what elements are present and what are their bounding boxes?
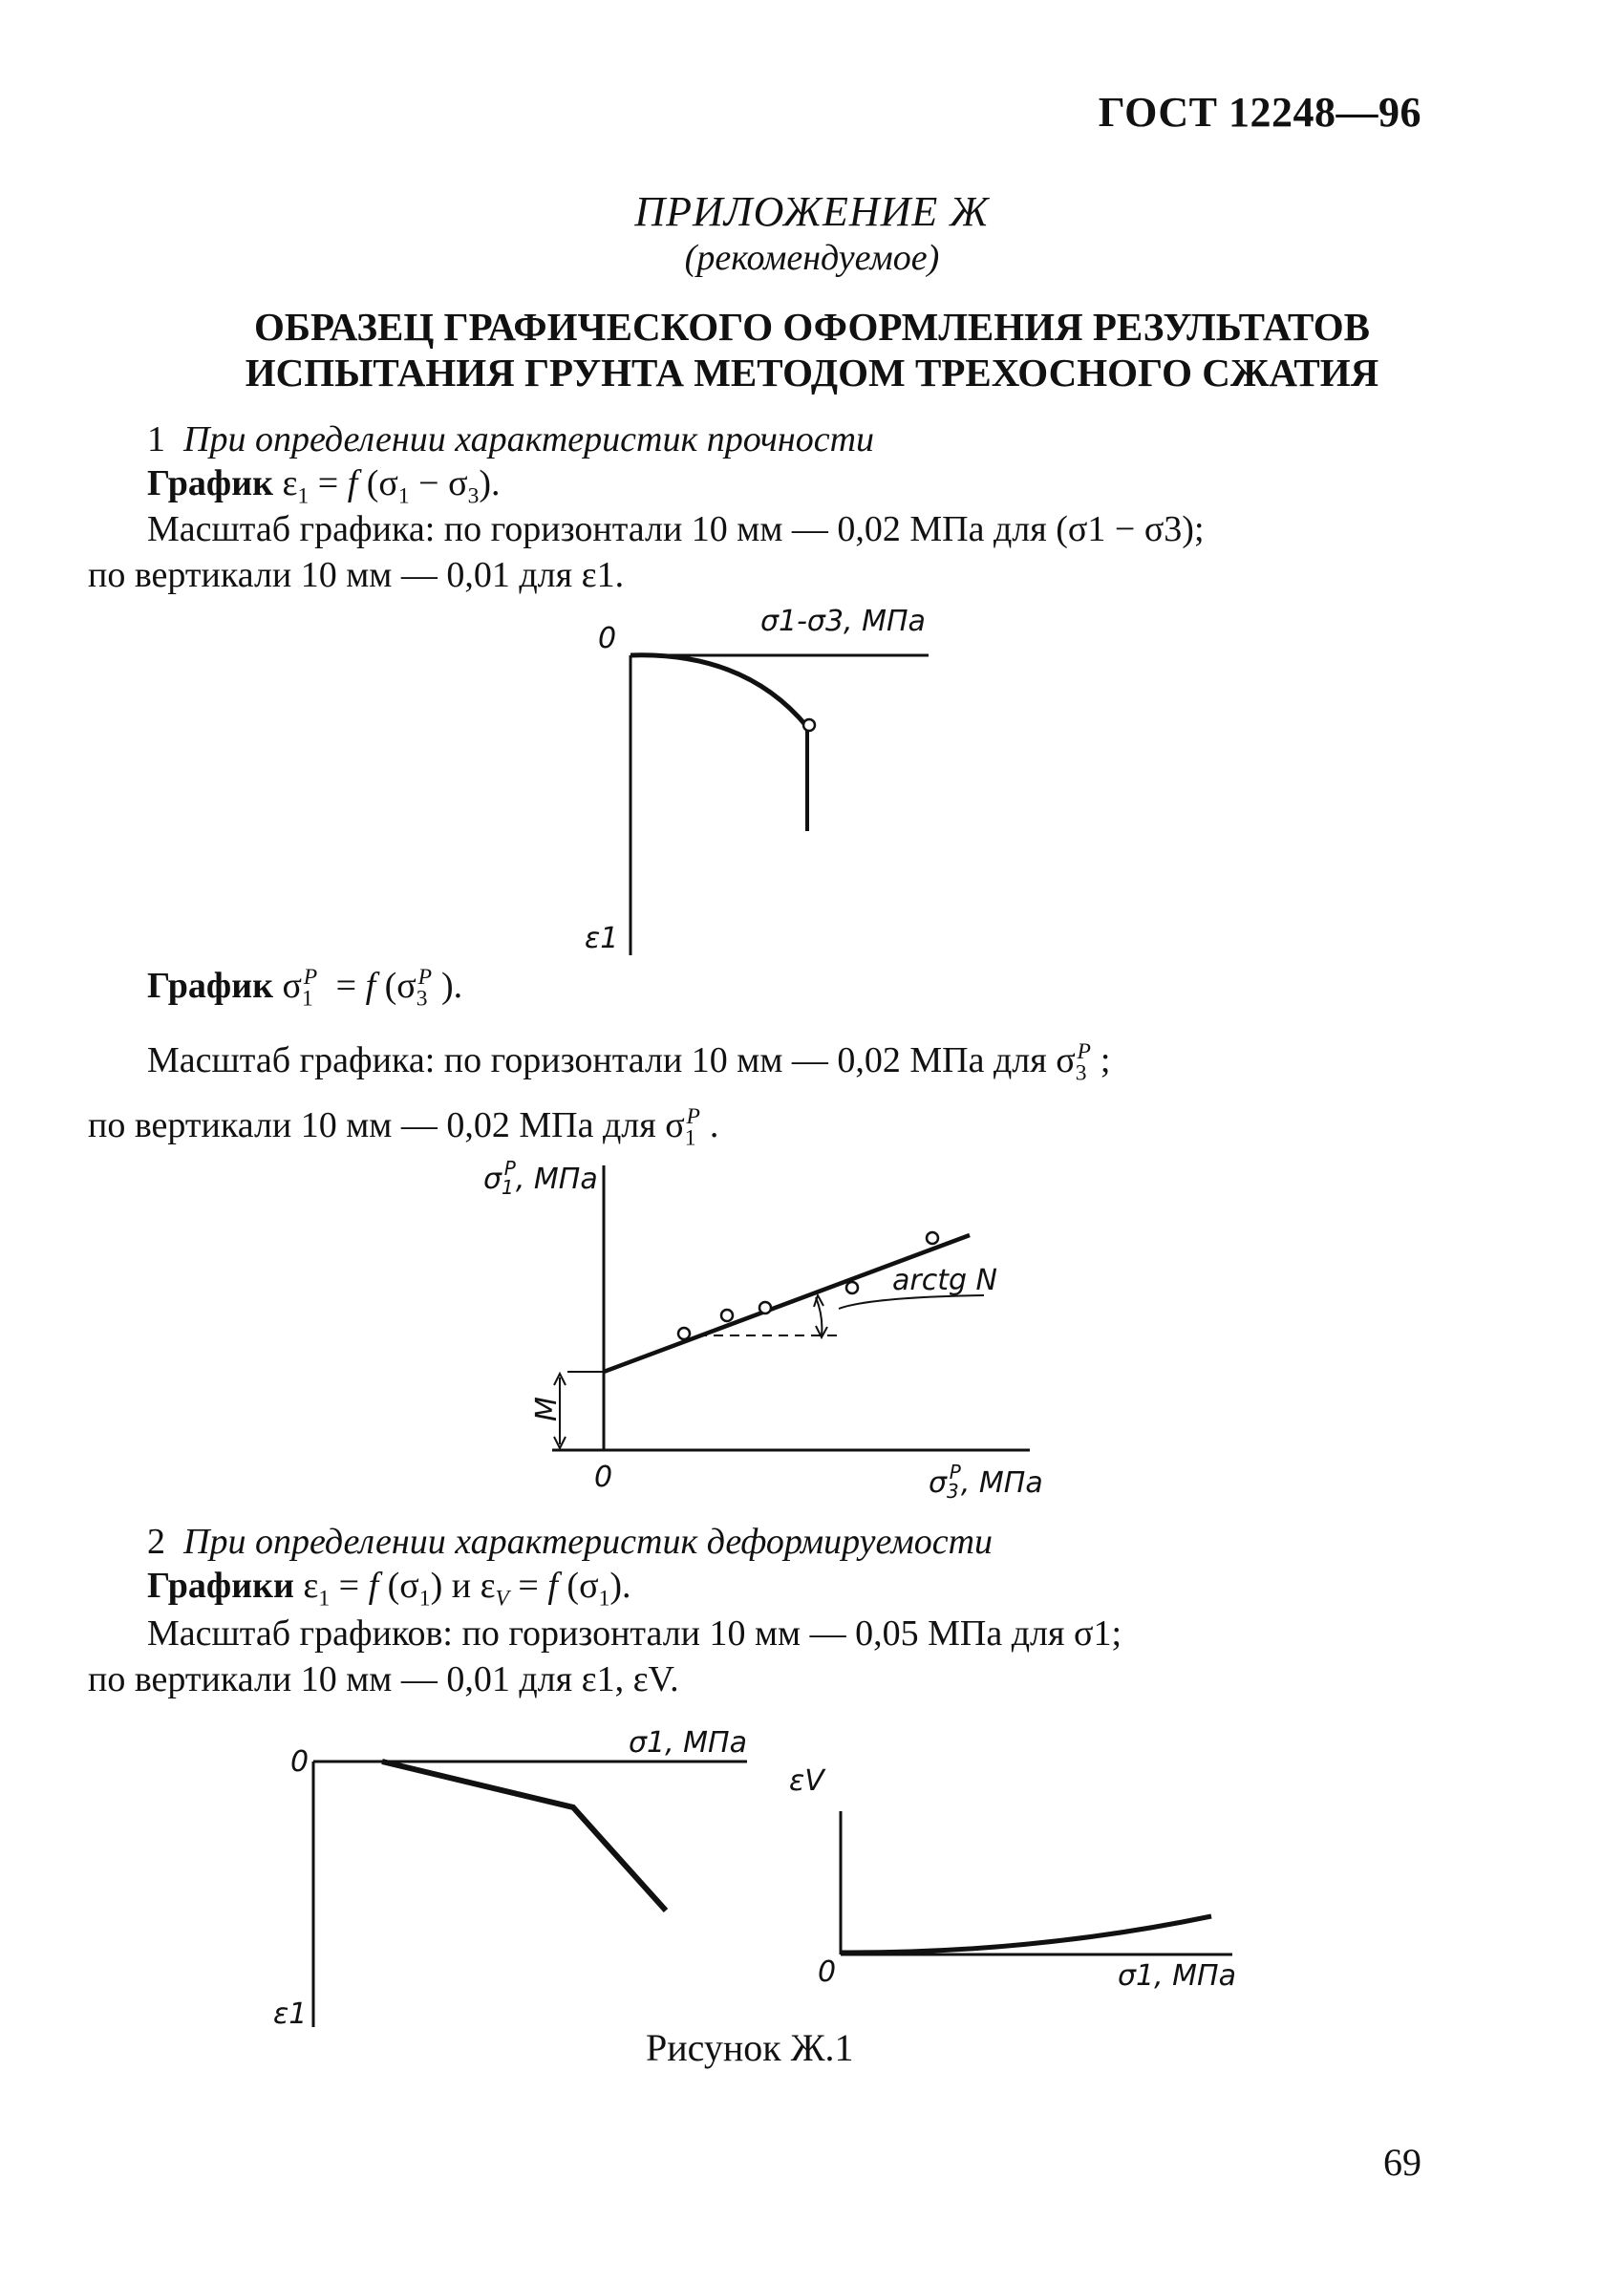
figure-caption: Рисунок Ж.1 xyxy=(646,2026,854,2069)
graphs-formula-text: $\varepsilon_1 = f$ $(\sigma_1)$ и $\varepsilon_V = f$ $(\sigma_1)$. xyxy=(303,1566,631,1612)
graph-2-trend-line xyxy=(604,1235,970,1372)
graph-3-y-axis-label: ε1 xyxy=(273,1997,308,2031)
appendix-subtitle: (рекомендуемое) xyxy=(684,238,940,278)
graph-1-scale-line-2: по вертикали 10 мм — 0,01 для ε1. xyxy=(88,555,625,595)
graph-4-origin-label: 0 xyxy=(818,1955,837,1989)
graph-4-x-axis-label: σ1, МПа xyxy=(1118,1959,1236,1993)
graph-2-figure xyxy=(468,1156,1060,1519)
graph-4-curve xyxy=(841,1916,1211,1953)
section-1-title: При определении характеристик прочности xyxy=(183,419,875,459)
graphs-label: Графики xyxy=(147,1566,294,1606)
graph-3-origin-label: 0 xyxy=(290,1745,310,1779)
graph-3-curve xyxy=(382,1762,666,1911)
graph-1-label: График xyxy=(147,463,273,503)
graph-2-label: График xyxy=(147,966,273,1006)
section-2-number: 2 xyxy=(147,1522,165,1562)
section-2-title: При определении характеристик деформируемости xyxy=(183,1522,994,1562)
graph-1-scale-line-1: Масштаб графика: по горизонтали 10 мм — 0,02 МПа для (σ1 − σ3); xyxy=(147,509,1205,549)
appendix-title: ПРИЛОЖЕНИЕ Ж xyxy=(634,188,990,235)
graph-1-point xyxy=(803,719,815,731)
graph-4-y-axis-label: εV xyxy=(789,1764,824,1798)
graphs-scale-line-1: Масштаб графиков: по горизонтали 10 мм — 0,05 МПа для σ1; xyxy=(147,1613,1122,1654)
graph-2-point-3 xyxy=(759,1302,771,1313)
graph-1-y-axis-label: ε1 xyxy=(585,922,619,955)
graph-2-point-5 xyxy=(927,1232,938,1244)
graph-2-point-4 xyxy=(846,1282,858,1293)
graph-2-formula-text: $\sigma_1^P = f$ ($\sigma_3^P$ ). xyxy=(282,965,463,1012)
main-title-line-2: ИСПЫТАНИЯ ГРУНТА МЕТОДОМ ТРЕХОСНОГО СЖАТИЯ xyxy=(245,351,1379,395)
graph-2-origin-label: 0 xyxy=(594,1461,613,1494)
graph-3-x-axis-label: σ1, МПа xyxy=(629,1726,747,1760)
graph-1-figure xyxy=(573,602,974,965)
graph-2-angle-leader xyxy=(839,1295,984,1309)
graph-2-intercept-label: M xyxy=(530,1397,564,1421)
graph-1-formula xyxy=(147,462,501,510)
graph-4-figure xyxy=(783,1758,1242,2006)
graph-1-curve xyxy=(630,655,807,727)
graph-1-x-axis-label: σ1-σ3, МПа xyxy=(760,605,926,638)
main-title xyxy=(0,304,1624,395)
main-title-line-1: ОБРАЗЕЦ ГРАФИЧЕСКОГО ОФОРМЛЕНИЯ РЕЗУЛЬТАТОВ xyxy=(254,305,1370,349)
graphs-formula xyxy=(147,1565,631,1612)
graph-2-y-axis-label: $\sigma_1P$, МПа xyxy=(483,1157,598,1199)
graph-2-point-2 xyxy=(721,1310,733,1321)
graph-1-origin-label: 0 xyxy=(598,622,617,655)
graph-2-scale-line-1: Масштаб графика: по горизонтали 10 мм — 0,02 МПа для $\sigma_3^P$ ; xyxy=(147,1039,1111,1086)
section-2-heading xyxy=(147,1521,993,1563)
page-number: 69 xyxy=(1383,2141,1421,2184)
graph-2-formula xyxy=(147,965,462,1013)
graph-2-x-axis-label: $\sigma_3P$, МПа xyxy=(929,1461,1043,1503)
graph-2-angle-label: arctg N xyxy=(892,1264,997,1297)
document-number: ГОСТ 12248—96 xyxy=(1098,89,1421,136)
graph-2-point-1 xyxy=(678,1328,690,1339)
graph-3-figure xyxy=(267,1719,764,2044)
section-1-number: 1 xyxy=(147,419,165,459)
section-1-heading xyxy=(147,418,874,460)
graph-1-formula-text: $\varepsilon_1 = f$ $(\sigma_1 - \sigma_3)$. xyxy=(282,463,501,509)
graph-2-scale-line-2: по вертикали 10 мм — 0,02 МПа для $\sigma_1^P$ . xyxy=(88,1104,719,1151)
graphs-scale-line-2: по вертикали 10 мм — 0,01 для ε1, εV. xyxy=(88,1659,679,1699)
